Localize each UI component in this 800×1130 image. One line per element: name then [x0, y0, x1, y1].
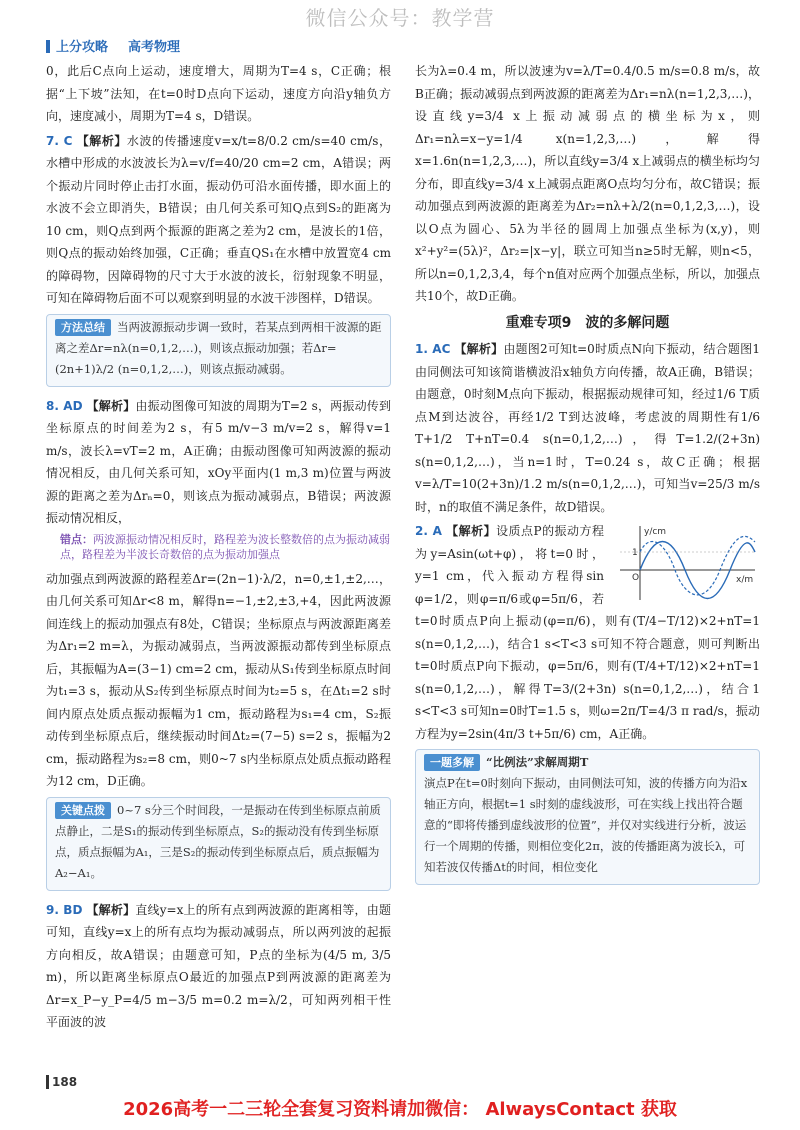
q9-continued: 长为λ=0.4 m，所以波速为v=λ/T=0.4/0.5 m/s=0.8 m/s，故B正确；振动减弱点到两波源的距离差为Δr₁=nλ(n=1,2,3,…)，设直线y=3/4 x上振动减弱点的横坐标为x，则Δr₁=nλ=x−y=1/4 x(n=1,2,3,…)，解得x=1.6n(n=1,2,3,…)，所以直线y=3/4 x上减弱点的横坐标均匀分布，即直线y=3/4 x上减弱点距离O点均匀分布，故C错误；振动加强点到两波源的距离差为Δr₂=nλ+λ/2(n=0,1,2,3,…)，设以O点为圆心、5λ为半径的圆周上加强点坐标为(x,y)，则x²+y²=(5λ)²，Δr₂=|x−y|，联立可知当n≥5时无解，则n<5，所以n=0,1,2,3,4，每个n值对应两个加强点坐标，所以，加强点共10个，故D正确。 — [415, 64, 760, 303]
error-note-text: 两波源振动情况相反时，路程差为波长整数倍的点为振动减弱点，路程差为半波长奇数倍的点为振动加强点 — [60, 532, 390, 561]
key-point-label: 关键点拨 — [55, 802, 111, 819]
top-watermark: 微信公众号：教学营 — [305, 6, 495, 30]
r2-tag: 【解析】 — [446, 524, 497, 538]
footer-banner: 2026高考一二三轮全套复习资料请加微信： AlwaysContact 获取 — [123, 1099, 677, 1120]
method-label: 方法总结 — [55, 319, 111, 336]
q8-tag: 【解析】 — [86, 398, 136, 413]
graph-ylabel: y/cm — [644, 527, 667, 537]
page-header — [46, 36, 180, 55]
multi-title: “比例法”求解周期T — [486, 755, 589, 769]
header-subject: 高考物理 — [128, 40, 181, 55]
left-column — [46, 60, 391, 1036]
right-column — [415, 60, 760, 893]
section-title: 重难专项9 波的多解问题 — [505, 314, 670, 331]
error-note — [60, 532, 391, 562]
r2-text: 设质点P的振动方程为y=Asin(ωt+φ)，将t=0时，y=1 cm，代入振动方程得sin φ=1/2，则φ=π/6或φ=5π/6，若t=0时质点P向上振动(φ=π/6)，则有(T/4−T/12)×2+nT=1 s(n=0,1,2,…)，结合1 s<T<3 s可知不符合题意，则可判断出t=0时质点P向下振动，φ=5π/6，则有(T/4+T/12)×2+nT=1 s(n=0,1,2,…)，解得T=3/(2+3n) s(n=0,1,2,…)，结合1 s<T<3 s可知n=0时T=1.5 s，则ω=2π/T=4/3 π rad/s，振动方程为y=2sin(4π/3 t+5π/6) cm，A正确。 — [415, 524, 760, 741]
q9-paragraph — [46, 899, 391, 1034]
r2-paragraph — [415, 520, 760, 745]
r1-paragraph — [415, 338, 760, 518]
q8-paragraph — [46, 395, 391, 530]
key-point-box — [46, 797, 391, 891]
multi-solution-box — [415, 749, 760, 885]
q7-paragraph — [46, 130, 391, 310]
key-point-text: 0~7 s分三个时间段，一是振动在传到坐标原点前质点静止，二是S₁的振动传到坐标原点，S₂的振动没有传到坐标原点，质点振幅为A₁，三是S₂的振动传到坐标原点后，质点振幅为A₂−A₁。 — [55, 802, 381, 880]
error-note-label: 错点： — [60, 532, 93, 546]
graph-origin: O — [632, 573, 640, 583]
graph-tick: 1 — [632, 548, 638, 558]
method-summary-box — [46, 314, 391, 387]
q7-text: 水波的传播速度v=x/t=8/0.2 cm/s=40 cm/s，水槽中形成的水波波长为λ=v/f=40/20 cm=2 cm，A错误；两个振动片同时停止击打水面，振动仍可沿水面传播，即水面上的水波不会立即消失，B错误；由几何关系可知Q点到S₂的距离为10 cm，则Q点到两个振源的距离之差为2 cm，是波长的1倍，则Q点的振动始终加强，C正确；垂直QS₁在水槽中放置宽4 cm的障碍物，因障碍物的尺寸大于水波的波长，衍射现象不明显，可知在障碍物后面不可以观察到明显的水波干涉图样，D错误。 — [46, 133, 391, 305]
r1-number: 1. AC — [415, 342, 451, 356]
r1-tag: 【解析】 — [454, 342, 504, 356]
q7-number: 7. C — [46, 133, 73, 148]
intro-paragraph: 0，此后C点向上运动，速度增大，周期为T=4 s，C正确；根据“上下坡”法知，在t=0时D点向下运动，速度方向沿y轴负方向，速度减小，周期为T=4 s，D错误。 — [46, 64, 391, 123]
q9-tag: 【解析】 — [86, 902, 136, 917]
header-section: 上分攻略 — [56, 40, 109, 55]
method-text: 当两波源振动步调一致时，若某点到两相干波源的距离之差Δr=nλ(n=0,1,2,…)，则该点振动加强；若Δr=(2n+1)λ/2 (n=0,1,2,…)，则该点振动减弱。 — [55, 319, 382, 376]
q8-number: 8. AD — [46, 398, 83, 413]
graph-xlabel: x/m — [736, 575, 754, 585]
q8-text: 由振动图像可知波的周期为T=2 s，两振动传到坐标原点的时间差为2 s，有5 m/v−3 m/v=2 s，解得v=1 m/s，波长λ=vT=2 m，A正确；由振动图像可知两波源的振动情况相反，由几何关系可知，xOy平面内(1 m,3 m)位置与两波源的距离之差为Δrₙ=0，则该点为振动减弱点，B错误；两波源振动情况相反， — [46, 398, 391, 525]
page-number: 188 — [46, 1075, 77, 1089]
r1-text: 由题图2可知t=0时质点N向下振动，结合题图1由同侧法可知该简谐横波沿x轴负方向传播，故A正确，B错误；由题意，0时刻M点向下振动，根据振动规律可知，经过1/6 T质点M到达波谷，再经1/2 T到达波峰，考虑波的周期性有1/6 T+1/2 T+nT=0.4 s(n=0,1,2,…)，得T=1.2/(2+3n) s(n=0,1,2,…)，当n=1时，T=0.24 s，故C正确；根据v=λ/T=10(2+3n)/1.2 m/s(n=0,1,2,…)，可知当v=25/3 m/s时，n的取值不满足条件，故D错误。 — [415, 342, 760, 514]
r2-number: 2. A — [415, 524, 442, 538]
q9-number: 9. BD — [46, 902, 83, 917]
multi-label: 一题多解 — [424, 754, 480, 771]
q8-continued: 动加强点到两波源的路程差Δr=(2n−1)·λ/2，n=0,±1,±2,…，由几何关系可知Δr<8 m，解得n=−1,±2,±3,+4，因此两波源间连线上的振动加强点有8处，C错误；坐标原点与两波源距离差为Δr₁=2 m=λ，为振动减弱点，当两波源振动都传到坐标原点后，其振幅为A=(3−1) cm=2 cm，振动从S₁传到坐标原点时间为t₁=3 s，振动从S₂传到坐标原点时间为t₂=5 s，在Δt₁=2 s时间内原点处质点振动振幅为1 cm，振动路程为s₁=4 cm，S₂振动传到坐标原点后，继续振动时间Δt₂=(7−5) s=2 s，振幅为2 cm，振动路程为s₂=8 cm，则0~7 s内坐标原点处质点振动路程为12 cm，D正确。 — [46, 571, 391, 788]
wave-graph — [610, 522, 760, 604]
multi-text: 演点P在t=0时刻向下振动，由同侧法可知，波的传播方向为沿x轴正方向，根据t=1 s时刻的虚线波形，可在实线上找出符合题意的“即将传播到虚线波形的位置”，并仅对实线进行分析，波运行一个周期的传播，则相位变化2π，波的传播距离为波长λ，可知若波仅传播Δt的时间，相位变化 — [424, 776, 748, 874]
q9-text: 直线y=x上的所有点到两波源的距离相等，由题可知，直线y=x上的所有点均为振动减弱点，所以两列波的起振方向相反，故A错误；由题意可知，P点的坐标为(4/5 m, 3/5 m)，所以距离坐标原点O最近的加强点P到两波源的距离差为Δr=x_P−y_P=4/5 m−3/5 m=0.2 m=λ/2，可知两列相干性平面波的波 — [46, 902, 391, 1029]
header-bar-icon — [46, 40, 50, 53]
q7-tag: 【解析】 — [76, 133, 127, 148]
